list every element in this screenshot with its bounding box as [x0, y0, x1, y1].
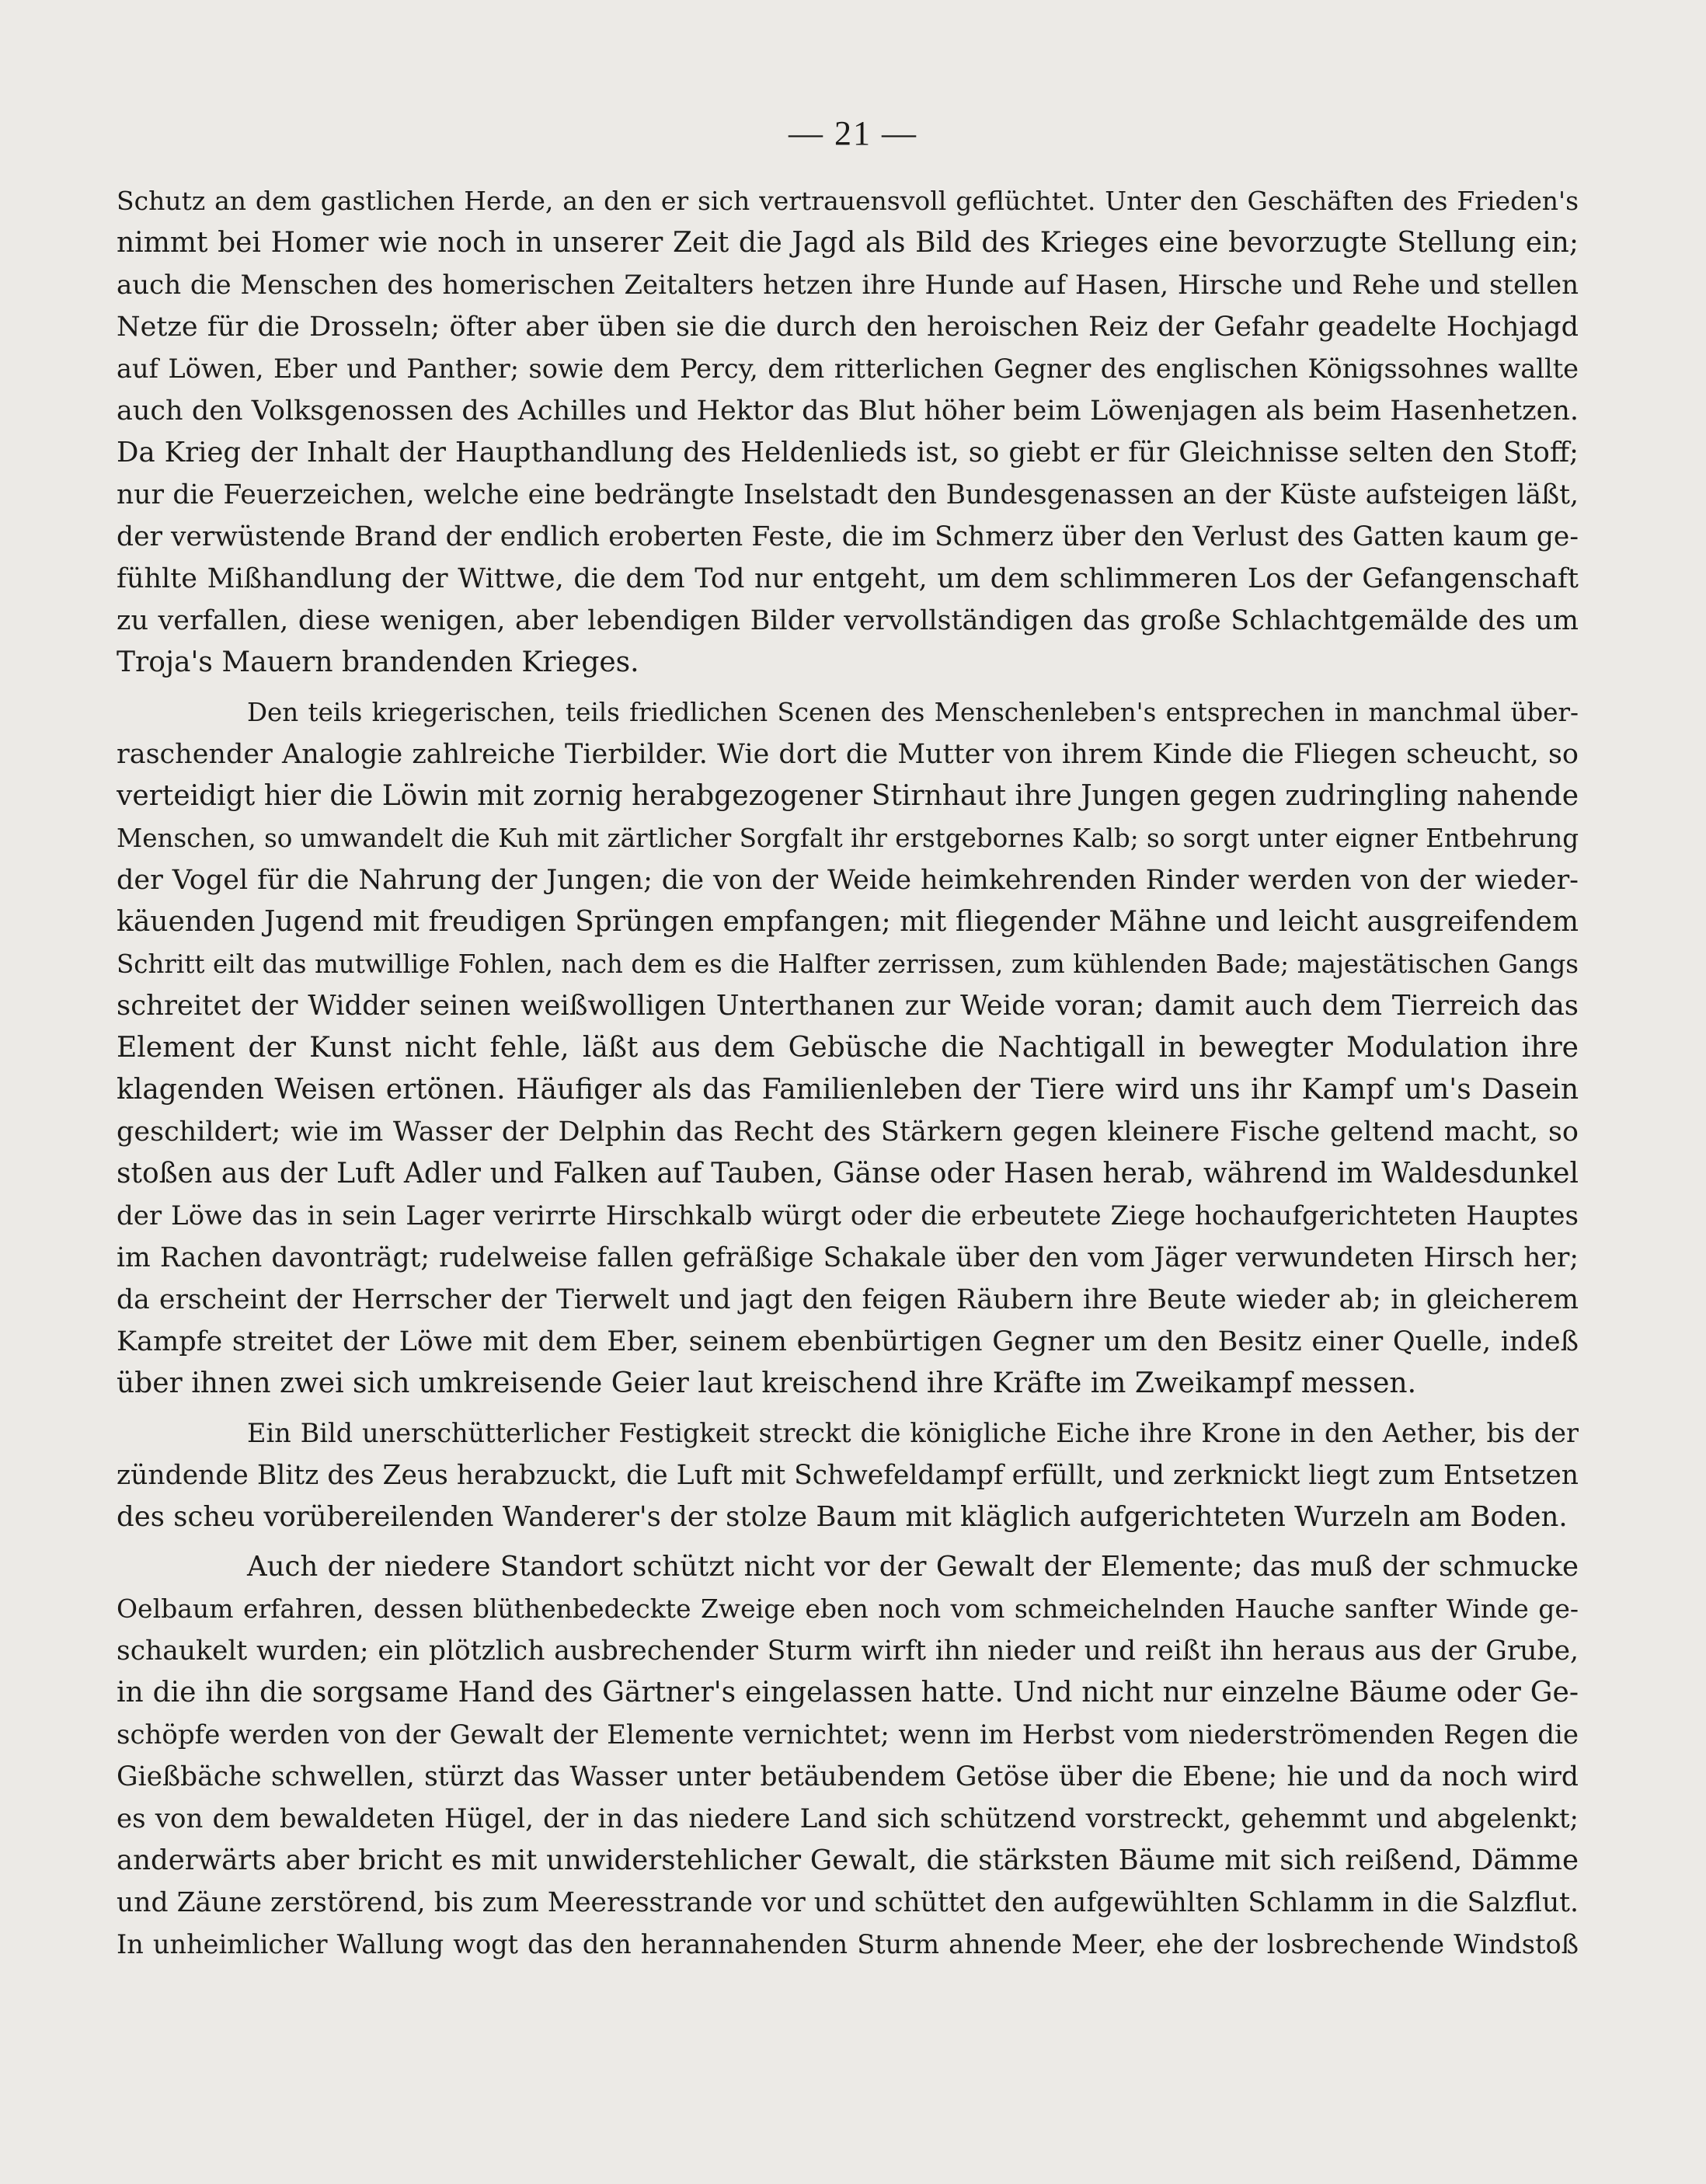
- text-line: über ihnen zwei sich umkreisende Geier laut kreischend ihre Kräfte im Zweikampf messen.: [117, 1367, 1417, 1399]
- text-line: zu verfallen, diese wenigen, aber lebendigen Bilder vervollständigen das große Schlachtgemälde des um: [117, 605, 1579, 636]
- text-line: Da Krieg der Inhalt der Haupthandlung des Heldenlieds ist, so giebt er für Gleichnisse selten den Stoff;: [117, 437, 1579, 468]
- text-line: der Löwe das in sein Lager verirrte Hirschkalb würgt oder die erbeutete Ziege hochaufgerichteten Hauptes: [117, 1200, 1579, 1231]
- text-line: auch den Volksgenossen des Achilles und Hektor das Blut höher beim Löwenjagen als beim Hasenhetzen.: [117, 395, 1579, 427]
- text-line: Menschen, so umwandelt die Kuh mit zärtlicher Sorgfalt ihr erstgebornes Kalb; so sorgt unter eigner Entbehrung: [117, 824, 1579, 853]
- paragraph-gap: [117, 684, 1579, 691]
- text-line: Den teils kriegerischen, teils friedlichen Scenen des Menschenleben's entsprechen in manchmal über-: [247, 698, 1579, 727]
- page-number: — 21 —: [789, 114, 917, 152]
- text-line: Kampfe streitet der Löwe mit dem Eber, seinem ebenbürtigen Gegner um den Besitz einer Quelle, indeß: [117, 1326, 1579, 1357]
- text-line: Oelbaum erfahren, dessen blüthenbedeckte Zweige eben noch vom schmeichelnden Hauche sanfter Winde ge-: [117, 1594, 1579, 1624]
- text-line: nimmt bei Homer wie noch in unserer Zeit die Jagd als Bild des Krieges eine bevorzugte Stellung ein;: [117, 227, 1579, 259]
- text-line: Schritt eilt das mutwillige Fohlen, nach dem es die Halfter zerrissen, zum kühlenden Bade; majestätischen Gangs: [117, 949, 1579, 979]
- text-line: anderwärts aber bricht es mit unwiderstehlicher Gewalt, die stärksten Bäume mit sich reißend, Dämme: [117, 1844, 1579, 1876]
- text-line: des scheu vorübereilenden Wanderer's der stolze Baum mit kläglich aufgerichteten Wurzeln am Boden.: [117, 1501, 1568, 1533]
- paragraph: [117, 1412, 1579, 1538]
- text-line: fühlte Mißhandlung der Wittwe, die dem Tod nur entgeht, um dem schlimmeren Los der Gefangenschaft: [117, 563, 1579, 594]
- text-line: schreitet der Widder seinen weißwolligen Unterthanen zur Weide voran; damit auch dem Tierreich das: [117, 990, 1579, 1022]
- body-text: [117, 180, 1579, 1966]
- text-line: der verwüstende Brand der endlich eroberten Feste, die im Schmerz über den Verlust des Gatten kaum ge-: [117, 521, 1579, 552]
- paragraph-gap: [117, 1405, 1579, 1412]
- text-line: Auch der niedere Standort schützt nicht vor der Gewalt der Elemente; das muß der schmucke: [247, 1551, 1579, 1583]
- text-line: da erscheint der Herrscher der Tierwelt und jagt den feigen Räubern ihre Beute wieder ab; in gleicherem: [117, 1284, 1579, 1315]
- paragraph: [117, 691, 1579, 1405]
- text-line: zündende Blitz des Zeus herabzuckt, die Luft mit Schwefeldampf erfüllt, und zerknickt liegt zum Entsetzen: [117, 1460, 1579, 1491]
- text-line: verteidigt hier die Löwin mit zornig herabgezogener Stirnhaut ihre Jungen gegen zudringling nahende: [117, 780, 1579, 812]
- text-line: und Zäune zerstörend, bis zum Meeresstrande vor und schüttet den aufgewühlten Schlamm in die Salzflut.: [117, 1887, 1579, 1918]
- text-line: Element der Kunst nicht fehle, läßt aus dem Gebüsche die Nachtigall in bewegter Modulation ihre: [117, 1032, 1579, 1064]
- text-line: Gießbäche schwellen, stürzt das Wasser unter betäubendem Getöse über die Ebene; hie und da noch wird: [117, 1761, 1579, 1792]
- text-line: im Rachen davonträgt; rudelweise fallen gefräßige Schakale über den vom Jäger verwundeten Hirsch her;: [117, 1242, 1579, 1273]
- text-line: es von dem bewaldeten Hügel, der in das niedere Land sich schützend vorstreckt, gehemmt und abgelenkt;: [117, 1803, 1579, 1834]
- text-line: auf Löwen, Eber und Panther; sowie dem Percy, dem ritterlichen Gegner des englischen Königssohnes wallte: [117, 354, 1579, 384]
- text-line: raschender Analogie zahlreiche Tierbilder. Wie dort die Mutter von ihrem Kinde die Fliegen scheucht, so: [117, 739, 1579, 770]
- text-line: geschildert; wie im Wasser der Delphin das Recht des Stärkern gegen kleinere Fische geltend macht, so: [117, 1116, 1579, 1148]
- text-line: der Vogel für die Nahrung der Jungen; die von der Weide heimkehrenden Rinder werden von der wieder-: [117, 865, 1579, 896]
- text-line: Ein Bild unerschütterlicher Festigkeit streckt die königliche Eiche ihre Krone in den Aether, bis der: [247, 1418, 1579, 1448]
- text-line: käuenden Jugend mit freudigen Sprüngen empfangen; mit fliegender Mähne und leicht ausgreifendem: [117, 906, 1579, 938]
- paragraph: [117, 180, 1579, 684]
- text-line: in die ihn die sorgsame Hand des Gärtner's eingelassen hatte. Und nicht nur einzelne Bäume oder Ge-: [117, 1677, 1579, 1709]
- text-line: auch die Menschen des homerischen Zeitalters hetzen ihre Hunde auf Hasen, Hirsche und Rehe und stellen: [117, 270, 1579, 301]
- text-line: Schutz an dem gastlichen Herde, an den er sich vertrauensvoll geflüchtet. Unter den Geschäften des Frieden's: [117, 186, 1579, 216]
- text-line: schaukelt wurden; ein plötzlich ausbrechender Sturm wirft ihn nieder und reißt ihn heraus aus der Grube,: [117, 1635, 1579, 1667]
- text-line: stoßen aus der Luft Adler und Falken auf Tauben, Gänse oder Hasen herab, während im Waldesdunkel: [117, 1158, 1579, 1190]
- text-line: Troja's Mauern brandenden Krieges.: [117, 646, 639, 678]
- text-line: In unheimlicher Wallung wogt das den herannahenden Sturm ahnende Meer, ehe der losbrechende Windstoß: [117, 1929, 1579, 1959]
- paragraph: [117, 1546, 1579, 1966]
- text-line: klagenden Weisen ertönen. Häufiger als das Familienleben der Tiere wird uns ihr Kampf um's Dasein: [117, 1074, 1579, 1106]
- text-line: nur die Feuerzeichen, welche eine bedrängte Inselstadt den Bundesgenassen an der Küste aufsteigen läßt,: [117, 479, 1579, 510]
- text-line: schöpfe werden von der Gewalt der Elemente vernichtet; wenn im Herbst vom niederströmenden Regen die: [117, 1719, 1579, 1750]
- paragraph-gap: [117, 1538, 1579, 1546]
- text-line: Netze für die Drosseln; öfter aber üben sie die durch den heroischen Reiz der Gefahr geadelte Hochjagd: [117, 312, 1579, 343]
